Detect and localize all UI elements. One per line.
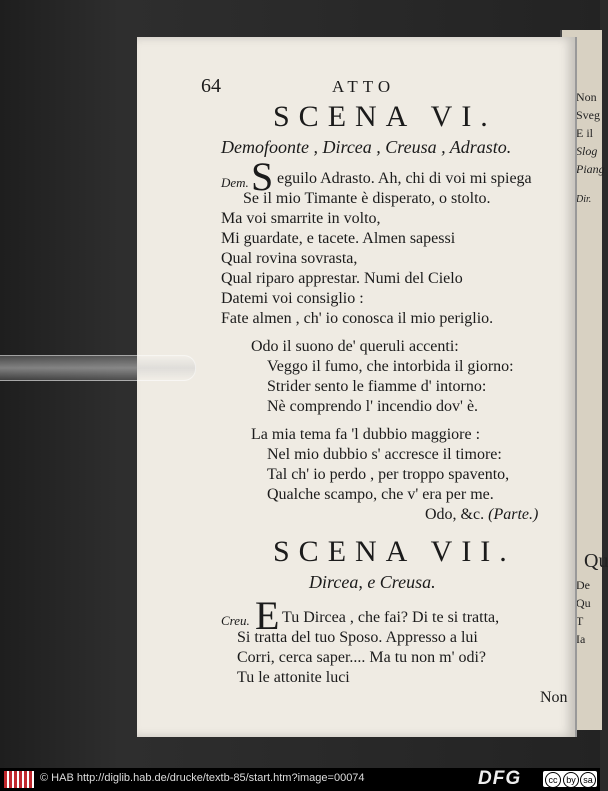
aria-line: Strider sento le fiamme d' intorno: [267,378,487,395]
facing-fragment: T [576,614,584,628]
verse-line: eguilo Adrasto. Ah, chi di voi mi spiega [277,170,532,187]
aria-line: Veggo il fumo, che intorbida il giorno: [267,358,514,375]
scene-7-cast: Dircea, e Creusa. [309,572,436,592]
book-page [137,37,575,737]
hab-logo-icon [4,771,34,788]
drop-capital: E [255,593,280,638]
aria-line: Nel mio dubbio s' accresce il timore: [267,446,502,463]
speaker-label: Dem. [221,175,249,190]
verse-line: Tu le attonite luci [237,669,350,686]
facing-fragment: Sveg [576,108,600,122]
verse-line: Ma voi smarrite in volto, [221,210,381,227]
verse-line: Qual riparo apprestar. Numi del Cielo [221,270,463,287]
stage-direction: (Parte.) [488,506,539,523]
aria-line: La mia tema fa 'l dubbio maggiore : [251,426,481,443]
cc-icon: cc [545,772,561,788]
bookmark-strip [0,355,196,381]
facing-fragment: De [576,578,590,592]
facing-fragment: Slog [576,144,598,158]
facing-fragment: Piang [576,162,605,176]
drop-capital: S [251,154,274,199]
aria-line: Odo il suono de' queruli accenti: [251,338,459,355]
facing-fragment: Qu [576,596,591,610]
running-head: ATTO [332,77,396,96]
exit-line [425,506,538,524]
verse-line: Fate almen , ch' io conosca il mio periglio. [221,310,494,327]
scene-6-cast: Demofoonte , Dircea , Creusa , Adrasto. [221,137,512,157]
license-badge[interactable] [543,771,597,787]
facing-fragment: Qu [584,550,608,572]
verse-line: Mi guardate, e tacete. Almen sapessi [221,230,456,247]
reprise-cue: Odo, &c. [425,506,485,523]
verse-line: Corri, cerca saper.... Ma tu non m' odi? [237,649,487,666]
footer-bar [0,768,600,791]
facing-fragment: Dir. [576,194,592,205]
verse-line: Tu Dircea , che fai? Di te si tratta, [282,609,500,626]
catchword: Non [540,689,568,706]
verse-line: Qual rovina sovrasta, [221,250,358,267]
aria-line: Qualche scampo, che v' era per me. [267,486,494,503]
verse-line: Si tratta del tuo Sposo. Appresso a lui [237,629,478,646]
speaker-label: Creu. [221,613,250,628]
aria-line: Nè comprendo l' incendio dov' è. [267,398,479,415]
page-number: 64 [201,75,221,97]
credit-link[interactable]: © HAB http://diglib.hab.de/drucke/textb-85/start.htm?image=00074 [40,772,365,784]
facing-fragment: E il [576,126,593,140]
verse-line: Datemi voi consiglio : [221,290,364,307]
aria-line: Tal ch' io perdo , per troppo spavento, [267,466,510,483]
facing-fragment: Ia [576,632,586,646]
scene-7-title: SCENA VII. [273,535,516,568]
sa-icon: sa [580,772,596,788]
verse-line: Se il mio Timante è disperato, o stolto. [243,190,491,207]
facing-fragment: Non [576,90,597,104]
by-icon: by [563,772,579,788]
scene-6-title: SCENA VI. [273,100,497,133]
dfg-logo: DFG [478,768,522,789]
